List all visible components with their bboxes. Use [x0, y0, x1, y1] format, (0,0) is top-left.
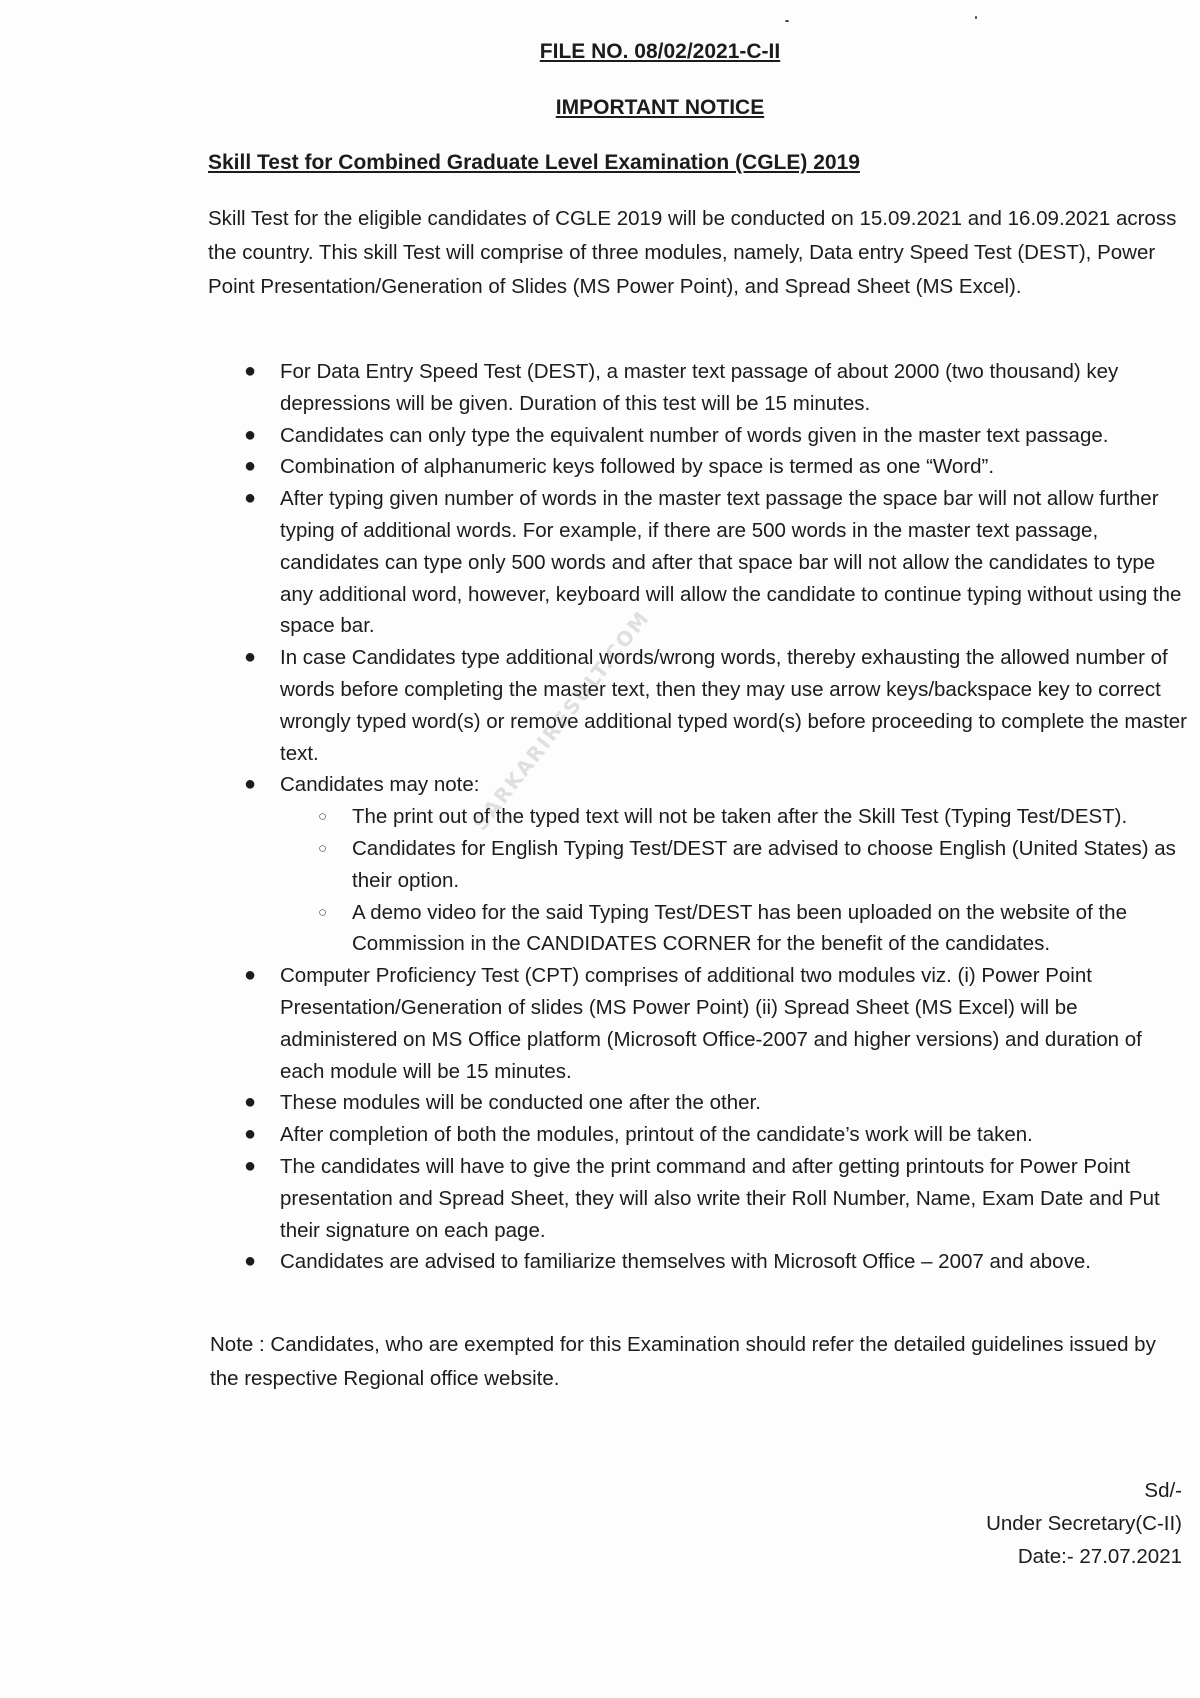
sub-list-item-text: A demo video for the said Typing Test/DEST has been uploaded on the website of the Commission in the CANDIDATES CORNER for the benefit of the candidates.: [352, 900, 1127, 956]
bullet-icon: ●: [244, 1154, 257, 1177]
hollow-bullet-icon: ○: [318, 808, 328, 826]
scan-speck: [785, 20, 789, 22]
sub-list-item-text: The print out of the typed text will not be taken after the Skill Test (Typing Test/DEST).: [352, 805, 1128, 829]
watermark: SARKARIRESULT.COM: [468, 605, 655, 835]
sub-list: [280, 801, 1188, 960]
bullet-icon: ●: [244, 773, 257, 796]
bullet-icon: ●: [244, 423, 257, 446]
list-item-text: After typing given number of words in the master text passage the space bar will not allow further typing of additional words. For example, if there are 500 words in the master text passage, candidates can type only 500 words and after that space bar will not allow the candidates to type any additional word, however, keyboard will allow the candidate to continue typing without using the space bar.: [280, 487, 1182, 638]
sub-list-item: [280, 897, 1188, 961]
bullet-icon: ●: [244, 646, 257, 669]
bullet-icon: ●: [244, 1250, 257, 1273]
list-item: [208, 960, 1188, 1087]
sub-list-item: [280, 833, 1188, 897]
sub-list-item-text: Candidates for English Typing Test/DEST are advised to choose English (United States) as their option.: [352, 836, 1176, 892]
signatory-designation: Under Secretary(C-II): [986, 1512, 1182, 1535]
list-item: [208, 642, 1188, 769]
bullet-icon: ●: [244, 1123, 257, 1146]
bullet-icon: ●: [244, 1091, 257, 1114]
bullet-icon: ●: [244, 487, 257, 510]
list-item-text: Candidates may note:: [280, 773, 480, 797]
list-item: [208, 1151, 1188, 1246]
list-item: [208, 1119, 1188, 1151]
file-number: FILE NO. 08/02/2021-C-II: [539, 40, 781, 63]
list-item-text: For Data Entry Speed Test (DEST), a master text passage of about 2000 (two thousand) key depressions will be given. Duration of this test will be 15 minutes.: [280, 360, 1119, 415]
note-paragraph: Note : Candidates, who are exempted for this Examination should refer the detailed guidelines issued by the respective Regional office website.: [210, 1333, 1156, 1390]
bullet-icon: ●: [244, 964, 257, 987]
list-item: [208, 451, 1188, 483]
list-item-text: Candidates are advised to familiarize themselves with Microsoft Office – 2007 and above.: [280, 1250, 1091, 1274]
list-item: [208, 356, 1188, 420]
signature-block: [986, 1474, 1182, 1573]
scan-speck: [975, 16, 977, 19]
list-item-text: Candidates can only type the equivalent number of words given in the master text passage.: [280, 423, 1109, 447]
intro-paragraph: Skill Test for the eligible candidates of CGLE 2019 will be conducted on 15.09.2021 and 16.09.2021 across the country. This skill Test will comprise of three modules, namely, Data entry Speed Test (DEST), Power Point Presentation/Generation of Slides (MS Power Point), and Spread Sheet (MS Excel).: [208, 207, 1177, 298]
list-item-text: After completion of both the modules, printout of the candidate’s work will be taken.: [280, 1123, 1033, 1147]
bullet-icon: ●: [244, 455, 257, 478]
signature-sd: Sd/-: [1144, 1479, 1182, 1502]
list-item: [208, 1087, 1188, 1119]
list-item-text: The candidates will have to give the print command and after getting printouts for Power Point presentation and Spread Sheet, they will also write their Roll Number, Name, Exam Date and Put their signature on each page.: [280, 1154, 1160, 1242]
list-item-text: These modules will be conducted one after the other.: [280, 1091, 761, 1115]
notice-title: IMPORTANT NOTICE: [555, 96, 765, 119]
bullet-icon: ●: [244, 360, 257, 382]
signature-date: Date:- 27.07.2021: [1017, 1545, 1182, 1568]
list-item: [208, 1246, 1188, 1278]
list-item: [208, 769, 1188, 960]
list-item-text: In case Candidates type additional words/wrong words, thereby exhausting the allowed number of words before completing the master text, then they may use arrow keys/backspace key to correct wrongly typed word(s) or remove additional typed word(s) before proceeding to complete the master text.: [280, 646, 1187, 765]
hollow-bullet-icon: ○: [318, 903, 328, 921]
instruction-list: [208, 356, 1188, 1278]
hollow-bullet-icon: ○: [318, 839, 328, 857]
list-item-text: Computer Proficiency Test (CPT) comprises of additional two modules viz. (i) Power Point Presentation/Generation of slides (MS Power Point) (ii) Spread Sheet (MS Excel) will be administered on MS Office platform (Microsoft Office-2007 and higher versions) and duration of each module will be 15 minutes.: [280, 964, 1142, 1083]
notice-subject: Skill Test for Combined Graduate Level Examination (CGLE) 2019: [208, 151, 860, 174]
list-item: [208, 483, 1188, 642]
sub-list-item: [280, 801, 1188, 833]
list-item: [208, 420, 1188, 452]
list-item-text: Combination of alphanumeric keys followed by space is termed as one “Word”.: [280, 455, 995, 479]
